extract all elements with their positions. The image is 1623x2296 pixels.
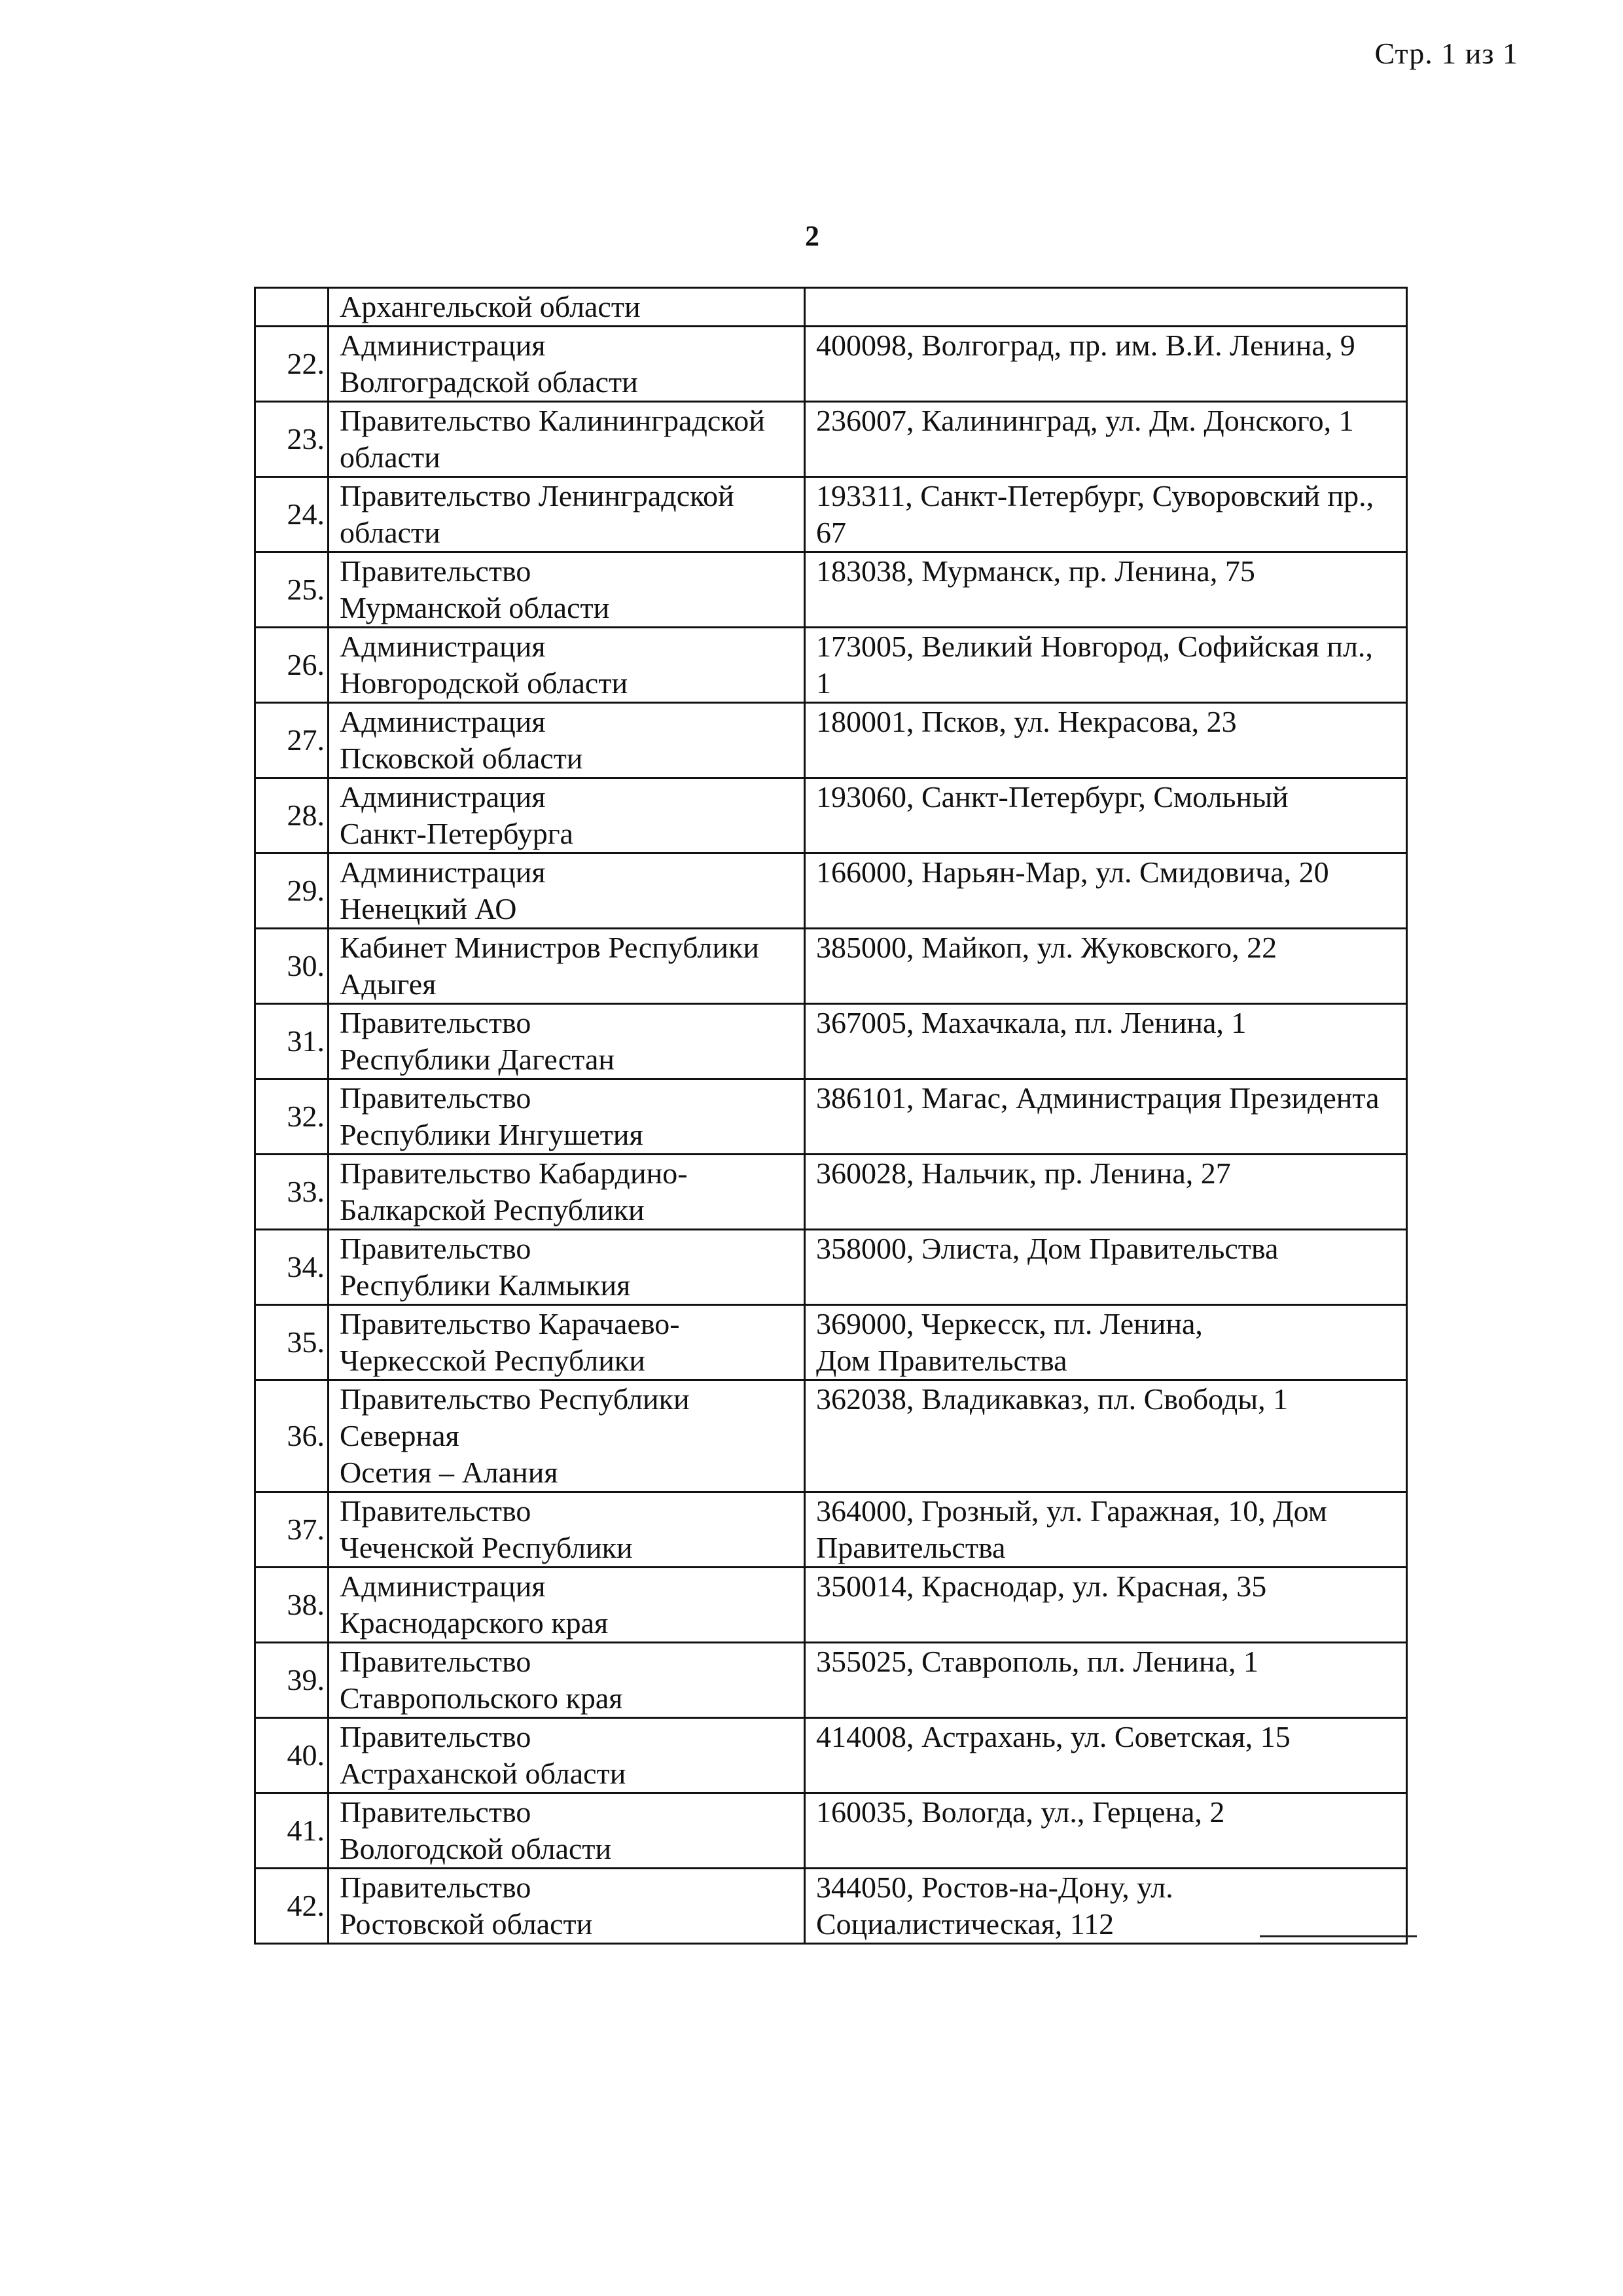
table-row <box>255 853 1407 929</box>
organization-cell: Правительство Ростовской области <box>329 1869 805 1944</box>
organization-cell: Правительство Карачаево- Черкесской Республики <box>329 1305 805 1380</box>
address-cell: 180001, Псков, ул. Некрасова, 23 <box>805 703 1407 778</box>
table-row <box>255 1004 1407 1079</box>
row-number: 37. <box>255 1492 329 1568</box>
table-row <box>255 1305 1407 1380</box>
row-number: 27. <box>255 703 329 778</box>
row-number: 32. <box>255 1079 329 1155</box>
address-cell: 236007, Калининград, ул. Дм. Донского, 1 <box>805 402 1407 477</box>
organization-cell: Администрация Ненецкий АО <box>329 853 805 929</box>
row-number: 22. <box>255 327 329 402</box>
address-cell: 369000, Черкесск, пл. Ленина, Дом Правительства <box>805 1305 1407 1380</box>
row-number: 28. <box>255 778 329 853</box>
table-row <box>255 1230 1407 1305</box>
address-cell: 355025, Ставрополь, пл. Ленина, 1 <box>805 1643 1407 1718</box>
row-number: 34. <box>255 1230 329 1305</box>
table-row <box>255 628 1407 703</box>
table-row <box>255 703 1407 778</box>
row-number: 38. <box>255 1568 329 1643</box>
address-cell: 350014, Краснодар, ул. Красная, 35 <box>805 1568 1407 1643</box>
row-number: 25. <box>255 552 329 628</box>
organization-cell: Кабинет Министров Республики Адыгея <box>329 929 805 1004</box>
table-row <box>255 1492 1407 1568</box>
organization-cell: Администрация Краснодарского края <box>329 1568 805 1643</box>
table-row <box>255 552 1407 628</box>
address-cell: 193060, Санкт-Петербург, Смольный <box>805 778 1407 853</box>
row-number: 41. <box>255 1793 329 1869</box>
address-cell: 385000, Майкоп, ул. Жуковского, 22 <box>805 929 1407 1004</box>
address-cell: 160035, Вологда, ул., Герцена, 2 <box>805 1793 1407 1869</box>
row-number: 40. <box>255 1718 329 1793</box>
table-row <box>255 402 1407 477</box>
organization-cell: Правительство Республики Северная Осетия – Алания <box>329 1380 805 1492</box>
row-number: 29. <box>255 853 329 929</box>
organization-cell: Правительство Чеченской Республики <box>329 1492 805 1568</box>
organization-cell: Правительство Кабардино- Балкарской Республики <box>329 1155 805 1230</box>
row-number <box>255 288 329 327</box>
table-row <box>255 1869 1407 1944</box>
organization-cell: Правительство Мурманской области <box>329 552 805 628</box>
address-cell: 367005, Махачкала, пл. Ленина, 1 <box>805 1004 1407 1079</box>
address-cell: 183038, Мурманск, пр. Ленина, 75 <box>805 552 1407 628</box>
address-cell: 360028, Нальчик, пр. Ленина, 27 <box>805 1155 1407 1230</box>
table-row <box>255 1643 1407 1718</box>
table-row <box>255 1380 1407 1492</box>
row-number: 24. <box>255 477 329 552</box>
organization-cell: Администрация Новгородской области <box>329 628 805 703</box>
row-number: 26. <box>255 628 329 703</box>
address-cell: 193311, Санкт-Петербург, Суворовский пр., 67 <box>805 477 1407 552</box>
address-cell: 173005, Великий Новгород, Софийская пл., 1 <box>805 628 1407 703</box>
row-number: 35. <box>255 1305 329 1380</box>
organization-cell: Правительство Астраханской области <box>329 1718 805 1793</box>
address-cell: 358000, Элиста, Дом Правительства <box>805 1230 1407 1305</box>
organization-cell: Администрация Псковской области <box>329 703 805 778</box>
address-cell: 362038, Владикавказ, пл. Свободы, 1 <box>805 1380 1407 1492</box>
row-number: 39. <box>255 1643 329 1718</box>
organization-cell: Администрация Волгоградской области <box>329 327 805 402</box>
organization-cell: Правительство Ленинградской области <box>329 477 805 552</box>
organization-cell: Правительство Республики Дагестан <box>329 1004 805 1079</box>
organization-cell: Правительство Ставропольского края <box>329 1643 805 1718</box>
organization-cell: Правительство Республики Ингушетия <box>329 1079 805 1155</box>
organization-cell: Администрация Санкт-Петербурга <box>329 778 805 853</box>
table-row <box>255 1155 1407 1230</box>
address-cell: 400098, Волгоград, пр. им. В.И. Ленина, 9 <box>805 327 1407 402</box>
government-address-table <box>254 287 1408 1945</box>
address-cell: 414008, Астрахань, ул. Советская, 15 <box>805 1718 1407 1793</box>
table-row <box>255 477 1407 552</box>
row-number: 42. <box>255 1869 329 1944</box>
footer-rule <box>1260 1935 1417 1937</box>
table-row-continuation <box>255 288 1407 327</box>
table-row <box>255 1079 1407 1155</box>
address-cell: 386101, Магас, Администрация Президента <box>805 1079 1407 1155</box>
table-row <box>255 1568 1407 1643</box>
table-row <box>255 327 1407 402</box>
organization-cell: Правительство Республики Калмыкия <box>329 1230 805 1305</box>
address-cell: 166000, Нарьян-Мар, ул. Смидовича, 20 <box>805 853 1407 929</box>
organization-cell: Архангельской области <box>329 288 805 327</box>
row-number: 23. <box>255 402 329 477</box>
row-number: 33. <box>255 1155 329 1230</box>
row-number: 30. <box>255 929 329 1004</box>
table-row <box>255 1718 1407 1793</box>
organization-cell: Правительство Вологодской области <box>329 1793 805 1869</box>
table-row <box>255 1793 1407 1869</box>
address-cell: 344050, Ростов-на-Дону, ул. Социалистическая, 112 <box>805 1869 1407 1944</box>
row-number: 31. <box>255 1004 329 1079</box>
page-number: 2 <box>805 220 819 252</box>
row-number: 36. <box>255 1380 329 1492</box>
page-header-label: Стр. 1 из 1 <box>1374 37 1518 70</box>
table-row <box>255 929 1407 1004</box>
address-cell: 364000, Грозный, ул. Гаражная, 10, Дом Правительства <box>805 1492 1407 1568</box>
address-cell <box>805 288 1407 327</box>
table-row <box>255 778 1407 853</box>
organization-cell: Правительство Калининградской области <box>329 402 805 477</box>
